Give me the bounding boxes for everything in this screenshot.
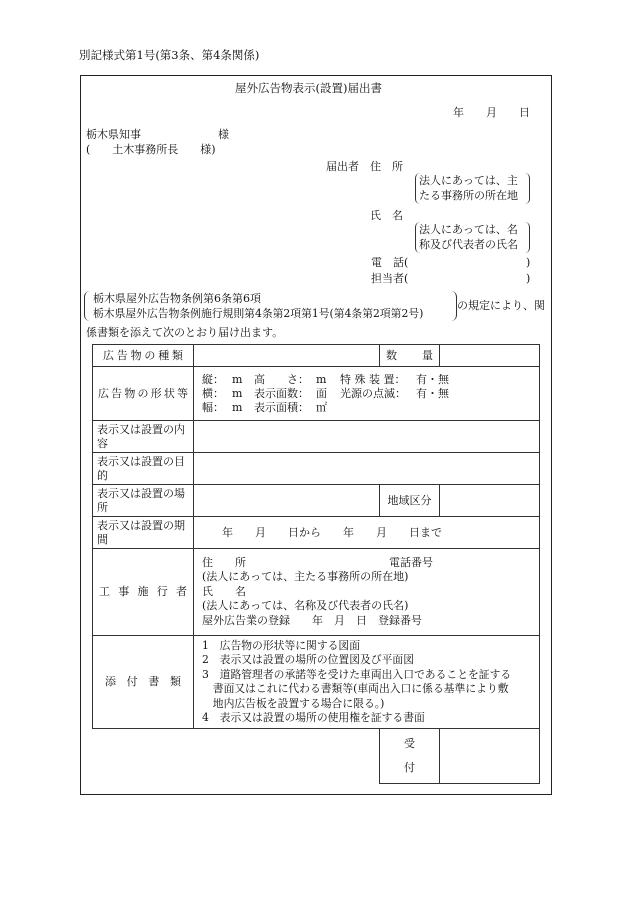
period-label: 表示又は設置の期間 [93,517,194,549]
list-item: 4 表示又は設置の場所の使用権を証する書面 [202,711,425,724]
spec-area-label: 表示面積： [254,400,309,414]
spec-empty [416,401,472,415]
shape-spec-grid [202,373,472,415]
area-value[interactable] [440,485,540,517]
address-note-line2: たる事務所の所在地 [419,189,518,202]
name-note [415,222,530,253]
spec-special-device-label: 特 殊 装 置： [340,372,406,386]
kind-label: 広告物の種類 [93,345,194,367]
shape-spec [194,367,540,421]
attachments-label: 添付書類 [93,636,194,729]
basis-rule: 栃木県屋外広告物条例施行規則第4条第2項第1号(第4条第2項第2号) [93,307,424,320]
right-brace [448,291,457,321]
list-item: 1 広告物の形状等に関する図面 [202,638,361,652]
receipt-label-top: 受 [404,737,415,750]
spec-special-device-choice[interactable]: 有・無 [416,372,449,386]
list-item: 2 表示又は設置の場所の位置図及び平面図 [202,653,415,666]
purpose-value[interactable] [194,453,540,485]
receipt-stamp-area[interactable] [440,729,540,784]
table-row [93,549,540,636]
basis-continuation: 係書類を添えて次のとおり届け出ます。 [86,326,284,339]
table-row [202,373,472,387]
content-value[interactable] [194,421,540,453]
table-row [93,345,540,367]
receipt-label [380,729,440,784]
table-row [93,517,540,549]
contact-close: ) [526,272,531,285]
address-note [415,173,530,204]
content-label: 表示又は設置の内容 [93,421,194,453]
spec-height-unit: m [232,372,243,386]
applicant-label: 届出者 [326,160,359,173]
name-note-line1: 法人にあっては、名 [419,223,518,236]
attachments-list [194,636,540,729]
table-row [93,421,540,453]
spec-elevation-unit: m [316,372,327,386]
list-item: 地内広告板を設置する場合に限る。) [202,696,385,710]
date-line: 年 月 日 [453,106,530,119]
spec-depth-label: 幅： [202,400,224,414]
blank-area [93,729,380,784]
list-item: 書面又はこれに代わる書類等(車両出入口に係る基準により敷 [202,682,509,695]
contact-label: 担当者( [371,272,409,285]
table-row [93,367,540,421]
receipt-label-bottom: 付 [404,761,415,774]
contractor-address-note: (法人にあっては、主たる事務所の所在地) [202,570,409,584]
quantity-label: 数 量 [380,345,440,367]
table-row [93,453,540,485]
contractor-name-line: 氏 名 [202,584,246,598]
shape-label: 広告物の形状等 [93,367,194,421]
spec-blinking-choice[interactable]: 有・無 [416,386,449,400]
form-title: 屋外広告物表示(設置)届出書 [235,81,382,95]
name-note-line2: 称及び代表者の氏名 [419,238,518,251]
addressee-office: ( 土木事務所長 様) [86,143,216,156]
table-row [93,729,540,784]
spec-height-label: 縦： [202,372,224,386]
spec-width-unit: m [232,386,243,400]
period-value: 年 月 日から 年 月 日まで [194,517,540,549]
contractor-registration-line: 屋外広告業の登録 年 月 日 登録番号 [202,613,422,627]
area-label: 地域区分 [380,485,440,517]
contractor-address-line: 住 所 電話番号 [202,555,433,569]
spec-faces-label: 表示面数： [254,386,309,400]
name-label: 氏 名 [370,209,403,222]
place-label: 表示又は設置の場所 [93,485,194,517]
notification-table [92,344,540,784]
place-value[interactable] [194,485,380,517]
phone-label: 電 話( [371,256,409,269]
table-row [202,401,472,415]
spec-faces-unit: 面 [316,386,327,400]
form-number: 別記様式第1号(第3条、第4条関係) [79,48,260,62]
address-note-line1: 法人にあっては、主 [419,174,518,187]
spec-blinking-label: 光源の点滅： [340,386,406,400]
addressee-governor: 栃木県知事 様 [86,128,229,141]
phone-close: ) [526,256,531,269]
table-row [202,387,472,401]
table-row [93,636,540,729]
left-brace [84,291,93,321]
spec-empty [340,401,416,415]
table-row [93,485,540,517]
list-item: 3 道路管理者の承諾等を受けた車両出入口であることを証する [202,667,512,681]
spec-depth-unit: m [232,400,243,414]
basis-tail: の規定により、関 [457,299,545,312]
spec-area-unit: ㎡ [316,400,327,414]
address-label: 住 所 [370,160,403,173]
purpose-label: 表示又は設置の目的 [93,453,194,485]
basis-ordinance: 栃木県屋外広告物条例第6条第6項 [93,292,261,305]
contractor-name-note: (法人にあっては、名称及び代表者の氏名) [202,599,409,613]
quantity-value[interactable] [440,345,540,367]
contractor-details [194,549,540,636]
spec-elevation-label: 高 さ： [254,372,309,386]
kind-value[interactable] [194,345,380,367]
contractor-label: 工事施行者 [93,549,194,636]
spec-width-label: 横： [202,386,224,400]
